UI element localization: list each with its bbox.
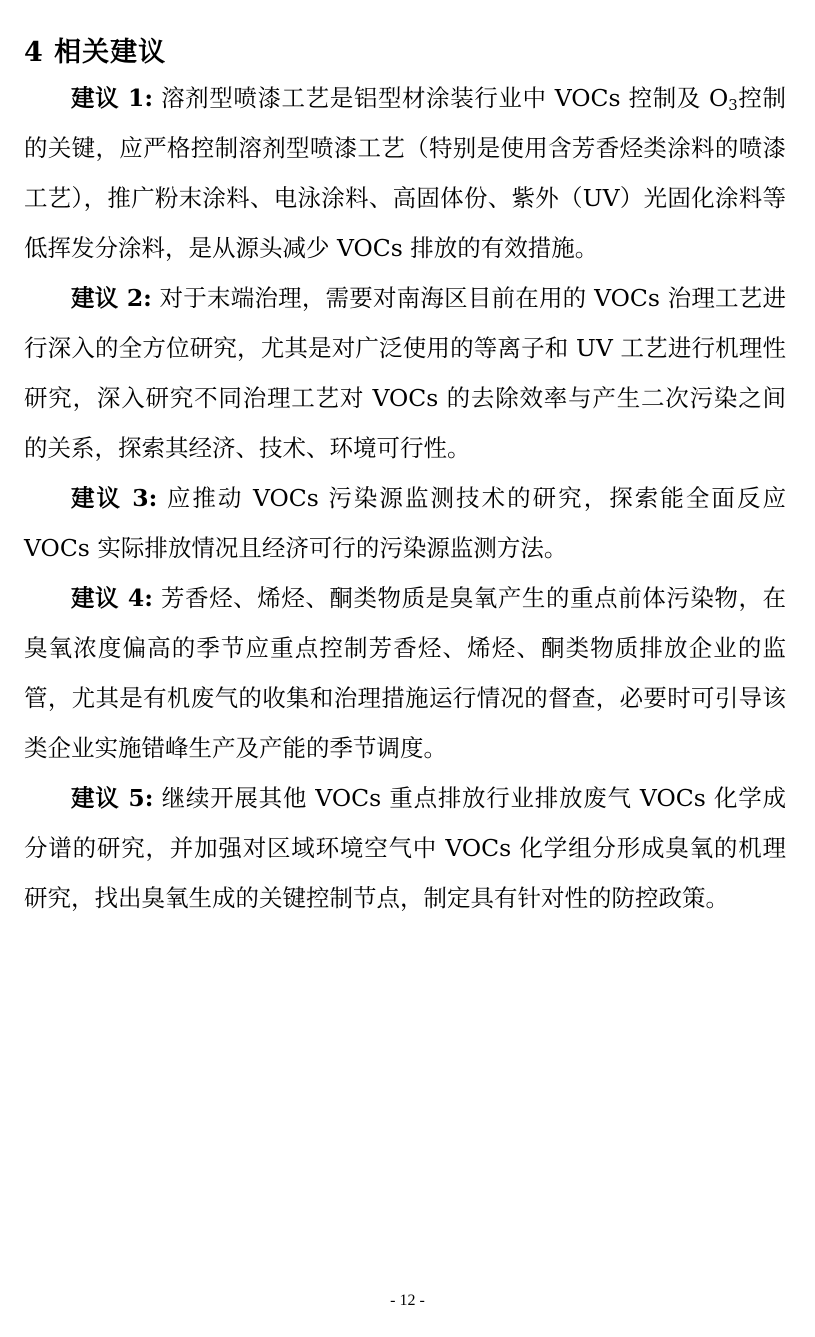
suggestion-3-text: 应推动 VOCs 污染源监测技术的研究，探索能全面反应 VOCs 实际排放情况且经济可行的污染源监测方法。 bbox=[24, 484, 786, 562]
section-title: 4 相关建议 bbox=[24, 37, 167, 68]
suggestion-3-label: 建议 3: bbox=[71, 484, 158, 512]
ozone-subscript: 3 bbox=[728, 96, 738, 114]
suggestion-5-label: 建议 5: bbox=[71, 784, 154, 812]
suggestion-2-text: 对于末端治理，需要对南海区目前在用的 VOCs 治理工艺进行深入的全方位研究，尤其是对广泛使用的等离子和 UV 工艺进行机理性研究，深入研究不同治理工艺对 VOCs 的去除效率与产生二次污染之间的关系，探索其经济、技术、环境可行性。 bbox=[24, 284, 786, 462]
suggestion-2-label: 建议 2: bbox=[71, 284, 152, 312]
suggestions-body bbox=[24, 73, 786, 923]
suggestion-5 bbox=[24, 773, 786, 923]
suggestion-4-text: 芳香烃、烯烃、酮类物质是臭氧产生的重点前体污染物，在臭氧浓度偏高的季节应重点控制芳香烃、烯烃、酮类物质排放企业的监管，尤其是有机废气的收集和治理措施运行情况的督查，必要时可引导该类企业实施错峰生产及产能的季节调度。 bbox=[24, 584, 787, 762]
page-number: - 12 - bbox=[390, 1292, 425, 1309]
suggestion-1-label: 建议 1: bbox=[71, 84, 153, 112]
suggestion-4 bbox=[24, 573, 786, 773]
suggestion-1-text-part1: 溶剂型喷漆工艺是铝型材涂装行业中 VOCs 控制及 O bbox=[161, 84, 729, 112]
suggestion-4-label: 建议 4: bbox=[71, 584, 153, 612]
suggestion-1-text-part2: 控制的关键，应严格控制溶剂型喷漆工艺（特别是使用含芳香烃类涂料的喷漆工艺），推广粉末涂料、电泳涂料、高固体份、紫外（UV）光固化涂料等低挥发分涂料，是从源头减少 VOCs 排放的有效措施。 bbox=[24, 84, 786, 262]
suggestion-2 bbox=[24, 273, 786, 473]
suggestion-3 bbox=[24, 473, 786, 573]
suggestion-1 bbox=[24, 73, 786, 273]
suggestion-5-text: 继续开展其他 VOCs 重点排放行业排放废气 VOCs 化学成分谱的研究，并加强对区域环境空气中 VOCs 化学组分形成臭氧的机理研究，找出臭氧生成的关键控制节点，制定具有针对性的防控政策。 bbox=[24, 784, 786, 912]
